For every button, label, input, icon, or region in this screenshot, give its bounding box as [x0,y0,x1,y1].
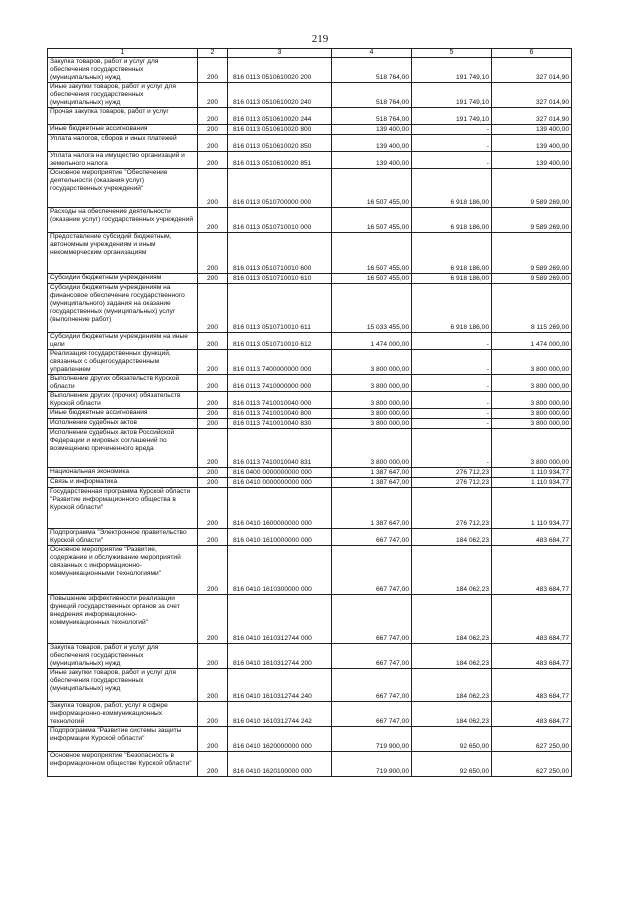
row-name: Иные бюджетные ассигнования [48,125,198,135]
row-name: Связь и информатика [48,478,198,488]
row-name: Основное мероприятие "Развитие, содержание и обслуживание мероприятий связанных с информационно-коммуникационными технологиями" [48,546,198,595]
row-name: Подпрограмма "Развитие системы защиты информации Курской области" [48,727,198,752]
row-value-planned: 139 400,00 [332,125,412,135]
table-row [48,488,572,529]
row-value-remaining: 3 800 000,00 [492,392,572,409]
row-budget-code: 816 0113 0510710010 611 [228,284,332,333]
table-row [48,233,572,274]
row-budget-code: 816 0113 0510710010 000 [228,208,332,233]
row-code: 200 [198,488,228,529]
table-row [48,83,572,108]
row-value-executed: 6 918 186,00 [412,274,492,284]
table-row [48,419,572,429]
page-number: 219 [311,33,329,45]
row-value-planned: 16 507 455,00 [332,169,412,208]
row-name: Иные закупки товаров, работ и услуг для обеспечения государственных (муниципальных) нужд [48,83,198,108]
table-row [48,702,572,727]
row-budget-code: 816 0113 7410010040 831 [228,429,332,468]
row-value-remaining: 3 800 000,00 [492,350,572,375]
row-name: Закупка товаров, работ, услуг в сфере информационно-коммуникационных технологий [48,702,198,727]
row-code: 200 [198,169,228,208]
table-row [48,108,572,125]
row-budget-code: 816 0113 0510710010 612 [228,333,332,350]
row-name: Закупка товаров, работ и услуг для обеспечения государственных (муниципальных) нужд [48,644,198,669]
row-code: 200 [198,669,228,702]
row-code: 200 [198,233,228,274]
table-row [48,284,572,333]
row-value-planned: 3 800 000,00 [332,419,412,429]
row-code: 200 [198,58,228,83]
row-budget-code: 816 0410 1600000000 000 [228,488,332,529]
table-row [48,333,572,350]
row-value-executed: 191 749,10 [412,83,492,108]
row-name: Субсидии бюджетным учреждениям на финансовое обеспечение государственного (муниципального) задания на оказание государственных (муниципальных) услуг (выполнение работ) [48,284,198,333]
row-value-planned: 719 900,00 [332,752,412,777]
row-code: 200 [198,125,228,135]
row-value-executed: 6 918 186,00 [412,208,492,233]
row-value-planned: 1 474 000,00 [332,333,412,350]
table-row [48,478,572,488]
row-name: Уплата налога на имущество организаций и земельного налога [48,152,198,169]
table-row [48,392,572,409]
row-budget-code: 816 0113 0510710010 610 [228,274,332,284]
row-budget-code: 816 0410 1610312744 240 [228,669,332,702]
row-value-executed: 184 062,23 [412,529,492,546]
row-code: 200 [198,83,228,108]
row-value-executed: 184 062,23 [412,644,492,669]
table-row [48,350,572,375]
row-code: 200 [198,333,228,350]
row-code: 200 [198,108,228,125]
row-value-remaining: 1 110 934,77 [492,478,572,488]
row-value-remaining: 483 684,77 [492,546,572,595]
row-name: Прочая закупка товаров, работ и услуг [48,108,198,125]
row-value-planned: 1 387 647,00 [332,488,412,529]
row-value-remaining: 627 250,00 [492,727,572,752]
row-value-executed: 92 650,00 [412,752,492,777]
table-row [48,529,572,546]
row-name: Субсидии бюджетным учреждениям [48,274,198,284]
row-value-remaining: 139 400,00 [492,125,572,135]
row-code: 200 [198,135,228,152]
table-row [48,135,572,152]
row-value-planned: 667 747,00 [332,546,412,595]
table-row [48,152,572,169]
row-value-planned: 719 900,00 [332,727,412,752]
row-name: Расходы на обеспечение деятельности (оказание услуг) государственных учреждений [48,208,198,233]
row-value-executed: 184 062,23 [412,595,492,644]
table-row [48,727,572,752]
row-value-executed: 6 918 186,00 [412,284,492,333]
row-name: Исполнение судебных актов Российской Федерации и мировых соглашений по возмещению причиненного вреда [48,429,198,468]
row-value-remaining: 3 800 000,00 [492,375,572,392]
row-value-planned: 667 747,00 [332,644,412,669]
row-name: Иные бюджетные ассигнования [48,409,198,419]
row-value-remaining: 627 250,00 [492,752,572,777]
row-budget-code: 816 0410 1610312744 200 [228,644,332,669]
row-value-executed: 184 062,23 [412,669,492,702]
row-name: Выполнение других обязательств Курской области [48,375,198,392]
row-value-executed: - [412,152,492,169]
row-budget-code: 816 0113 0510610020 200 [228,58,332,83]
table-row [48,375,572,392]
row-value-planned: 667 747,00 [332,595,412,644]
row-code: 200 [198,375,228,392]
row-value-planned: 667 747,00 [332,669,412,702]
column-header: 4 [332,49,412,58]
row-code: 200 [198,595,228,644]
row-name: Субсидии бюджетным учреждениям на иные цели [48,333,198,350]
row-value-planned: 16 507 455,00 [332,208,412,233]
row-value-executed: 191 749,10 [412,58,492,83]
row-code: 200 [198,208,228,233]
row-code: 200 [198,409,228,419]
table-header-row [48,49,572,58]
row-code: 200 [198,284,228,333]
table-row [48,274,572,284]
table-row [48,429,572,468]
row-value-remaining: 3 800 000,00 [492,419,572,429]
row-value-executed: 276 712,23 [412,468,492,478]
row-value-executed: - [412,333,492,350]
row-budget-code: 816 0113 0510710010 600 [228,233,332,274]
row-value-executed: - [412,409,492,419]
row-value-remaining: 1 110 934,77 [492,488,572,529]
row-value-remaining: 1 474 000,00 [492,333,572,350]
column-header: 5 [412,49,492,58]
row-value-planned: 1 387 647,00 [332,478,412,488]
row-value-remaining: 483 684,77 [492,529,572,546]
row-value-planned: 3 800 000,00 [332,350,412,375]
table-row [48,752,572,777]
row-value-planned: 667 747,00 [332,529,412,546]
row-name: Повышение эффективности реализации функций государственных органов за счет внедрения информационно-коммуникационных технологий" [48,595,198,644]
table-row [48,208,572,233]
row-name: Закупка товаров, работ и услуг для обеспечения государственных (муниципальных) нужд [48,58,198,83]
row-value-remaining: 9 589 269,00 [492,274,572,284]
row-value-planned: 16 507 455,00 [332,274,412,284]
row-value-planned: 139 400,00 [332,135,412,152]
row-code: 200 [198,478,228,488]
row-value-executed: 191 749,10 [412,108,492,125]
row-budget-code: 816 0113 0510610020 244 [228,108,332,125]
row-budget-code: 816 0410 1610300000 000 [228,546,332,595]
row-value-planned: 3 800 000,00 [332,392,412,409]
row-value-planned: 139 400,00 [332,152,412,169]
row-value-planned: 15 033 455,00 [332,284,412,333]
row-name: Предоставление субсидий бюджетным, автономным учреждениям и иным некоммерческим организациям [48,233,198,274]
row-name: Реализация государственных функций, связанных с общегосударственным управлением [48,350,198,375]
row-budget-code: 816 0113 7400000000 000 [228,350,332,375]
table-row [48,58,572,83]
row-value-executed: 92 650,00 [412,727,492,752]
row-value-remaining: 483 684,77 [492,644,572,669]
row-budget-code: 816 0410 1610312744 242 [228,702,332,727]
row-code: 200 [198,274,228,284]
row-code: 200 [198,529,228,546]
row-value-planned: 16 507 455,00 [332,233,412,274]
row-code: 200 [198,419,228,429]
row-budget-code: 816 0113 7410010040 000 [228,392,332,409]
row-value-executed: - [412,419,492,429]
row-name: Выполнение других (прочих) обязательств Курской области [48,392,198,409]
row-budget-code: 816 0410 1620000000 000 [228,727,332,752]
row-value-executed: 6 918 186,00 [412,169,492,208]
row-budget-code: 816 0113 7410000000 000 [228,375,332,392]
row-name: Уплата налогов, сборов и иных платежей [48,135,198,152]
column-header: 2 [198,49,228,58]
row-value-planned: 667 747,00 [332,702,412,727]
row-value-executed: 184 062,23 [412,546,492,595]
table-row [48,546,572,595]
row-budget-code: 816 0410 1610312744 000 [228,595,332,644]
table-row [48,595,572,644]
table-row [48,644,572,669]
table-row [48,409,572,419]
row-value-executed: 6 918 186,00 [412,233,492,274]
row-code: 200 [198,350,228,375]
row-budget-code: 816 0400 0000000000 000 [228,468,332,478]
row-value-executed: - [412,429,492,468]
column-header: 6 [492,49,572,58]
row-budget-code: 816 0113 0510610020 850 [228,135,332,152]
column-header: 3 [228,49,332,58]
row-value-remaining: 139 400,00 [492,135,572,152]
row-value-executed: - [412,375,492,392]
row-value-remaining: 3 800 000,00 [492,429,572,468]
row-value-remaining: 9 589 269,00 [492,233,572,274]
row-code: 200 [198,392,228,409]
budget-table [47,48,572,777]
row-value-executed: - [412,392,492,409]
column-header: 1 [48,49,198,58]
row-budget-code: 816 0113 0510610020 240 [228,83,332,108]
row-value-remaining: 483 684,77 [492,669,572,702]
row-budget-code: 816 0113 7410010040 830 [228,419,332,429]
row-budget-code: 816 0113 0510610020 851 [228,152,332,169]
row-value-remaining: 483 684,77 [492,595,572,644]
row-name: Национальная экономика [48,468,198,478]
row-value-planned: 1 387 647,00 [332,468,412,478]
table-row [48,669,572,702]
row-name: Основное мероприятие "Безопасность в информационном обществе Курской области" [48,752,198,777]
row-value-remaining: 3 800 000,00 [492,409,572,419]
row-code: 200 [198,546,228,595]
row-value-executed: - [412,125,492,135]
row-code: 200 [198,752,228,777]
row-name: Исполнение судебных актов [48,419,198,429]
table-row [48,125,572,135]
row-value-planned: 518 764,00 [332,83,412,108]
row-name: Основное мероприятие "Обеспечение деятельности (оказания услуг) государственных учреждений" [48,169,198,208]
row-value-remaining: 1 110 934,77 [492,468,572,478]
row-value-remaining: 139 400,00 [492,152,572,169]
row-value-remaining: 9 589 269,00 [492,208,572,233]
row-value-planned: 3 800 000,00 [332,375,412,392]
row-code: 200 [198,644,228,669]
row-value-remaining: 327 014,90 [492,108,572,125]
row-code: 200 [198,468,228,478]
row-code: 200 [198,429,228,468]
row-value-remaining: 327 014,90 [492,58,572,83]
row-name: Государственная программа Курской области "Развитие информационного общества в Курской области" [48,488,198,529]
row-name: Иные закупки товаров, работ и услуг для обеспечения государственных (муниципальных) нужд [48,669,198,702]
row-value-planned: 3 800 000,00 [332,409,412,419]
row-value-executed: - [412,135,492,152]
row-value-executed: 276 712,23 [412,478,492,488]
row-value-remaining: 483 684,77 [492,702,572,727]
row-value-executed: - [412,350,492,375]
row-value-remaining: 8 115 269,00 [492,284,572,333]
row-value-planned: 3 800 000,00 [332,429,412,468]
table-row [48,468,572,478]
row-value-planned: 518 764,00 [332,58,412,83]
row-budget-code: 816 0113 0510700000 000 [228,169,332,208]
row-code: 200 [198,727,228,752]
table-row [48,169,572,208]
row-budget-code: 816 0410 1610000000 000 [228,529,332,546]
row-value-executed: 276 712,23 [412,488,492,529]
row-value-remaining: 327 014,90 [492,83,572,108]
row-code: 200 [198,152,228,169]
row-value-planned: 518 764,00 [332,108,412,125]
row-name: Подпрограмма "Электронное правительство Курской области" [48,529,198,546]
row-budget-code: 816 0113 7410010040 800 [228,409,332,419]
row-value-executed: 184 062,23 [412,702,492,727]
row-code: 200 [198,702,228,727]
row-budget-code: 816 0113 0510610020 800 [228,125,332,135]
row-budget-code: 816 0410 0000000000 000 [228,478,332,488]
row-budget-code: 816 0410 1620100000 000 [228,752,332,777]
row-value-remaining: 9 589 269,00 [492,169,572,208]
